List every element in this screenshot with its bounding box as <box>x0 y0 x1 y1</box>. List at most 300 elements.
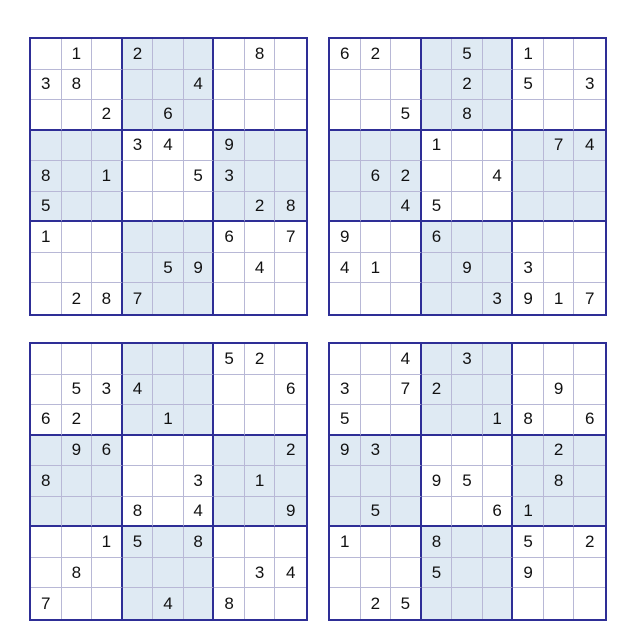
sudoku-cell[interactable] <box>391 497 422 528</box>
sudoku-cell[interactable] <box>184 558 215 589</box>
sudoku-cell[interactable] <box>62 161 93 192</box>
sudoku-cell[interactable] <box>391 39 422 70</box>
sudoku-cell[interactable] <box>330 161 361 192</box>
sudoku-cell[interactable] <box>391 405 422 436</box>
sudoku-cell[interactable] <box>452 405 483 436</box>
sudoku-cell[interactable] <box>391 436 422 467</box>
sudoku-cell[interactable] <box>361 527 392 558</box>
sudoku-cell[interactable] <box>123 100 154 131</box>
sudoku-cell[interactable] <box>245 375 276 406</box>
sudoku-cell[interactable] <box>184 222 215 253</box>
sudoku-cell[interactable] <box>422 100 453 131</box>
sudoku-cell[interactable] <box>92 222 123 253</box>
sudoku-cell[interactable] <box>275 100 306 131</box>
sudoku-cell[interactable] <box>275 466 306 497</box>
sudoku-cell[interactable] <box>184 436 215 467</box>
sudoku-cell[interactable] <box>92 558 123 589</box>
sudoku-cell[interactable] <box>275 39 306 70</box>
sudoku-cell[interactable] <box>544 39 575 70</box>
sudoku-cell[interactable] <box>361 344 392 375</box>
sudoku-cell[interactable] <box>214 405 245 436</box>
sudoku-cell[interactable] <box>574 375 605 406</box>
sudoku-cell[interactable]: 3 <box>574 70 605 101</box>
sudoku-cell[interactable]: 4 <box>245 253 276 284</box>
sudoku-cell[interactable] <box>62 192 93 223</box>
sudoku-cell[interactable] <box>574 466 605 497</box>
sudoku-cell[interactable] <box>214 558 245 589</box>
sudoku-cell[interactable]: 2 <box>123 39 154 70</box>
sudoku-cell[interactable] <box>452 527 483 558</box>
sudoku-cell[interactable] <box>391 527 422 558</box>
sudoku-cell[interactable] <box>544 192 575 223</box>
sudoku-cell[interactable] <box>62 222 93 253</box>
sudoku-cell[interactable]: 2 <box>452 70 483 101</box>
sudoku-cell[interactable]: 2 <box>361 39 392 70</box>
sudoku-cell[interactable] <box>483 222 514 253</box>
sudoku-cell[interactable] <box>452 588 483 619</box>
sudoku-cell[interactable] <box>483 527 514 558</box>
sudoku-cell[interactable] <box>452 131 483 162</box>
sudoku-cell[interactable] <box>544 222 575 253</box>
sudoku-cell[interactable] <box>391 222 422 253</box>
sudoku-cell[interactable]: 4 <box>123 375 154 406</box>
sudoku-cell[interactable]: 6 <box>92 436 123 467</box>
sudoku-cell[interactable]: 6 <box>574 405 605 436</box>
sudoku-cell[interactable]: 1 <box>245 466 276 497</box>
sudoku-cell[interactable] <box>483 588 514 619</box>
sudoku-cell[interactable]: 3 <box>31 70 62 101</box>
sudoku-cell[interactable] <box>123 405 154 436</box>
sudoku-cell[interactable] <box>184 131 215 162</box>
sudoku-cell[interactable] <box>361 466 392 497</box>
sudoku-cell[interactable]: 4 <box>153 588 184 619</box>
sudoku-cell[interactable] <box>245 436 276 467</box>
sudoku-cell[interactable] <box>62 344 93 375</box>
sudoku-cell[interactable] <box>361 558 392 589</box>
sudoku-cell[interactable] <box>544 253 575 284</box>
sudoku-cell[interactable]: 9 <box>513 283 544 314</box>
sudoku-cell[interactable]: 1 <box>361 253 392 284</box>
sudoku-cell[interactable] <box>483 436 514 467</box>
sudoku-cell[interactable] <box>422 70 453 101</box>
sudoku-cell[interactable] <box>245 497 276 528</box>
sudoku-cell[interactable]: 2 <box>544 436 575 467</box>
sudoku-cell[interactable] <box>214 253 245 284</box>
sudoku-cell[interactable]: 3 <box>184 466 215 497</box>
sudoku-cell[interactable] <box>544 70 575 101</box>
sudoku-cell[interactable] <box>513 161 544 192</box>
sudoku-cell[interactable] <box>123 466 154 497</box>
sudoku-cell[interactable] <box>214 70 245 101</box>
sudoku-cell[interactable] <box>275 283 306 314</box>
sudoku-cell[interactable] <box>544 527 575 558</box>
sudoku-cell[interactable] <box>330 100 361 131</box>
sudoku-cell[interactable] <box>513 222 544 253</box>
sudoku-cell[interactable] <box>330 344 361 375</box>
sudoku-cell[interactable] <box>422 253 453 284</box>
sudoku-cell[interactable] <box>92 39 123 70</box>
sudoku-cell[interactable] <box>275 161 306 192</box>
sudoku-cell[interactable] <box>92 70 123 101</box>
sudoku-cell[interactable] <box>513 192 544 223</box>
sudoku-cell[interactable]: 5 <box>184 161 215 192</box>
sudoku-cell[interactable] <box>452 283 483 314</box>
sudoku-cell[interactable] <box>184 344 215 375</box>
sudoku-cell[interactable]: 2 <box>275 436 306 467</box>
sudoku-cell[interactable] <box>544 558 575 589</box>
sudoku-cell[interactable] <box>275 131 306 162</box>
sudoku-cell[interactable]: 4 <box>275 558 306 589</box>
sudoku-cell[interactable] <box>275 70 306 101</box>
sudoku-cell[interactable]: 4 <box>184 70 215 101</box>
sudoku-cell[interactable]: 6 <box>422 222 453 253</box>
sudoku-cell[interactable]: 9 <box>452 253 483 284</box>
sudoku-cell[interactable]: 2 <box>245 192 276 223</box>
sudoku-cell[interactable] <box>574 436 605 467</box>
sudoku-cell[interactable] <box>391 466 422 497</box>
sudoku-cell[interactable] <box>153 497 184 528</box>
sudoku-cell[interactable]: 1 <box>92 527 123 558</box>
sudoku-cell[interactable] <box>574 497 605 528</box>
sudoku-cell[interactable] <box>361 375 392 406</box>
sudoku-cell[interactable] <box>513 436 544 467</box>
sudoku-cell[interactable] <box>452 558 483 589</box>
sudoku-cell[interactable] <box>391 131 422 162</box>
sudoku-cell[interactable]: 8 <box>214 588 245 619</box>
sudoku-cell[interactable] <box>153 558 184 589</box>
sudoku-cell[interactable] <box>574 100 605 131</box>
sudoku-cell[interactable] <box>544 588 575 619</box>
sudoku-cell[interactable] <box>123 588 154 619</box>
sudoku-cell[interactable] <box>544 100 575 131</box>
sudoku-cell[interactable]: 3 <box>245 558 276 589</box>
sudoku-cell[interactable] <box>184 283 215 314</box>
sudoku-cell[interactable] <box>62 497 93 528</box>
sudoku-cell[interactable] <box>275 253 306 284</box>
sudoku-cell[interactable] <box>574 39 605 70</box>
sudoku-cell[interactable]: 5 <box>330 405 361 436</box>
sudoku-cell[interactable]: 1 <box>31 222 62 253</box>
sudoku-cell[interactable]: 8 <box>62 70 93 101</box>
sudoku-cell[interactable] <box>245 222 276 253</box>
sudoku-cell[interactable]: 5 <box>452 466 483 497</box>
sudoku-cell[interactable] <box>452 375 483 406</box>
sudoku-cell[interactable]: 5 <box>62 375 93 406</box>
sudoku-cell[interactable]: 9 <box>275 497 306 528</box>
sudoku-cell[interactable] <box>544 497 575 528</box>
sudoku-cell[interactable] <box>452 161 483 192</box>
sudoku-cell[interactable]: 8 <box>544 466 575 497</box>
sudoku-cell[interactable]: 9 <box>422 466 453 497</box>
sudoku-cell[interactable]: 5 <box>391 100 422 131</box>
sudoku-cell[interactable]: 2 <box>62 283 93 314</box>
sudoku-cell[interactable] <box>214 497 245 528</box>
sudoku-cell[interactable]: 2 <box>245 344 276 375</box>
sudoku-cell[interactable]: 6 <box>361 161 392 192</box>
sudoku-cell[interactable] <box>153 344 184 375</box>
sudoku-cell[interactable]: 9 <box>184 253 215 284</box>
sudoku-cell[interactable] <box>245 588 276 619</box>
sudoku-cell[interactable]: 5 <box>391 588 422 619</box>
sudoku-cell[interactable]: 5 <box>422 558 453 589</box>
sudoku-cell[interactable]: 5 <box>513 70 544 101</box>
sudoku-cell[interactable] <box>361 131 392 162</box>
sudoku-cell[interactable]: 4 <box>153 131 184 162</box>
sudoku-cell[interactable]: 9 <box>330 436 361 467</box>
sudoku-cell[interactable] <box>92 497 123 528</box>
sudoku-cell[interactable]: 4 <box>391 344 422 375</box>
sudoku-cell[interactable] <box>391 283 422 314</box>
sudoku-cell[interactable]: 6 <box>153 100 184 131</box>
sudoku-cell[interactable] <box>422 436 453 467</box>
sudoku-cell[interactable] <box>544 405 575 436</box>
sudoku-cell[interactable]: 6 <box>483 497 514 528</box>
sudoku-cell[interactable] <box>92 588 123 619</box>
sudoku-cell[interactable]: 1 <box>513 497 544 528</box>
sudoku-cell[interactable]: 8 <box>92 283 123 314</box>
sudoku-cell[interactable] <box>62 466 93 497</box>
sudoku-cell[interactable]: 1 <box>422 131 453 162</box>
sudoku-cell[interactable] <box>62 131 93 162</box>
sudoku-cell[interactable] <box>153 222 184 253</box>
sudoku-cell[interactable] <box>574 253 605 284</box>
sudoku-cell[interactable]: 2 <box>92 100 123 131</box>
sudoku-cell[interactable] <box>92 253 123 284</box>
sudoku-cell[interactable] <box>214 192 245 223</box>
sudoku-cell[interactable] <box>513 344 544 375</box>
sudoku-cell[interactable]: 3 <box>92 375 123 406</box>
sudoku-cell[interactable] <box>184 405 215 436</box>
sudoku-cell[interactable] <box>31 527 62 558</box>
sudoku-cell[interactable]: 8 <box>245 39 276 70</box>
sudoku-cell[interactable] <box>92 405 123 436</box>
sudoku-cell[interactable]: 8 <box>31 466 62 497</box>
sudoku-cell[interactable] <box>452 222 483 253</box>
sudoku-cell[interactable] <box>92 131 123 162</box>
sudoku-cell[interactable] <box>153 70 184 101</box>
sudoku-cell[interactable]: 9 <box>544 375 575 406</box>
sudoku-cell[interactable] <box>330 588 361 619</box>
sudoku-cell[interactable] <box>214 436 245 467</box>
sudoku-cell[interactable] <box>483 100 514 131</box>
sudoku-cell[interactable]: 7 <box>391 375 422 406</box>
sudoku-cell[interactable] <box>31 100 62 131</box>
sudoku-cell[interactable] <box>513 100 544 131</box>
sudoku-cell[interactable] <box>153 375 184 406</box>
sudoku-cell[interactable]: 5 <box>31 192 62 223</box>
sudoku-cell[interactable] <box>330 70 361 101</box>
sudoku-cell[interactable]: 2 <box>422 375 453 406</box>
sudoku-cell[interactable] <box>123 344 154 375</box>
sudoku-cell[interactable]: 3 <box>483 283 514 314</box>
sudoku-cell[interactable] <box>245 70 276 101</box>
sudoku-cell[interactable] <box>245 161 276 192</box>
sudoku-cell[interactable] <box>31 558 62 589</box>
sudoku-cell[interactable]: 8 <box>275 192 306 223</box>
sudoku-cell[interactable] <box>214 375 245 406</box>
sudoku-cell[interactable] <box>330 192 361 223</box>
sudoku-cell[interactable] <box>184 588 215 619</box>
sudoku-cell[interactable] <box>483 344 514 375</box>
sudoku-cell[interactable] <box>62 588 93 619</box>
sudoku-cell[interactable] <box>214 100 245 131</box>
sudoku-cell[interactable]: 4 <box>330 253 361 284</box>
sudoku-cell[interactable] <box>361 405 392 436</box>
sudoku-cell[interactable] <box>31 131 62 162</box>
sudoku-cell[interactable] <box>245 100 276 131</box>
sudoku-cell[interactable] <box>31 436 62 467</box>
sudoku-cell[interactable] <box>153 192 184 223</box>
sudoku-cell[interactable]: 1 <box>153 405 184 436</box>
sudoku-cell[interactable]: 8 <box>513 405 544 436</box>
sudoku-cell[interactable] <box>62 527 93 558</box>
sudoku-cell[interactable] <box>483 253 514 284</box>
sudoku-cell[interactable]: 8 <box>422 527 453 558</box>
sudoku-cell[interactable]: 3 <box>513 253 544 284</box>
sudoku-cell[interactable] <box>31 375 62 406</box>
sudoku-cell[interactable] <box>513 131 544 162</box>
sudoku-cell[interactable] <box>422 39 453 70</box>
sudoku-cell[interactable] <box>361 100 392 131</box>
sudoku-cell[interactable] <box>483 39 514 70</box>
sudoku-cell[interactable]: 8 <box>184 527 215 558</box>
sudoku-cell[interactable] <box>422 283 453 314</box>
sudoku-cell[interactable] <box>153 161 184 192</box>
sudoku-cell[interactable] <box>153 466 184 497</box>
sudoku-cell[interactable] <box>92 192 123 223</box>
sudoku-cell[interactable] <box>452 436 483 467</box>
sudoku-cell[interactable] <box>184 192 215 223</box>
sudoku-cell[interactable] <box>361 70 392 101</box>
sudoku-cell[interactable]: 8 <box>123 497 154 528</box>
sudoku-cell[interactable] <box>574 161 605 192</box>
sudoku-cell[interactable] <box>422 161 453 192</box>
sudoku-cell[interactable] <box>31 39 62 70</box>
sudoku-cell[interactable] <box>361 283 392 314</box>
sudoku-cell[interactable] <box>184 100 215 131</box>
sudoku-cell[interactable] <box>123 161 154 192</box>
sudoku-cell[interactable] <box>214 39 245 70</box>
sudoku-cell[interactable] <box>483 70 514 101</box>
sudoku-cell[interactable] <box>574 344 605 375</box>
sudoku-cell[interactable] <box>574 588 605 619</box>
sudoku-cell[interactable] <box>330 283 361 314</box>
sudoku-cell[interactable] <box>330 466 361 497</box>
sudoku-cell[interactable] <box>452 192 483 223</box>
sudoku-cell[interactable]: 8 <box>31 161 62 192</box>
sudoku-cell[interactable] <box>123 253 154 284</box>
sudoku-cell[interactable] <box>483 375 514 406</box>
sudoku-cell[interactable] <box>123 558 154 589</box>
sudoku-cell[interactable]: 4 <box>391 192 422 223</box>
sudoku-cell[interactable] <box>31 344 62 375</box>
sudoku-cell[interactable]: 1 <box>62 39 93 70</box>
sudoku-cell[interactable] <box>123 192 154 223</box>
sudoku-cell[interactable] <box>31 283 62 314</box>
sudoku-cell[interactable] <box>31 497 62 528</box>
sudoku-cell[interactable] <box>62 100 93 131</box>
sudoku-cell[interactable]: 5 <box>123 527 154 558</box>
sudoku-cell[interactable] <box>153 436 184 467</box>
sudoku-cell[interactable] <box>31 253 62 284</box>
sudoku-cell[interactable]: 5 <box>153 253 184 284</box>
sudoku-cell[interactable]: 5 <box>361 497 392 528</box>
sudoku-cell[interactable]: 6 <box>214 222 245 253</box>
sudoku-cell[interactable] <box>391 558 422 589</box>
sudoku-cell[interactable]: 6 <box>31 405 62 436</box>
sudoku-cell[interactable] <box>574 558 605 589</box>
sudoku-cell[interactable] <box>391 253 422 284</box>
sudoku-cell[interactable] <box>422 405 453 436</box>
sudoku-cell[interactable] <box>245 405 276 436</box>
sudoku-cell[interactable] <box>92 466 123 497</box>
sudoku-cell[interactable] <box>123 436 154 467</box>
sudoku-cell[interactable]: 9 <box>330 222 361 253</box>
sudoku-cell[interactable]: 3 <box>330 375 361 406</box>
sudoku-cell[interactable] <box>513 466 544 497</box>
sudoku-cell[interactable]: 2 <box>361 588 392 619</box>
sudoku-cell[interactable]: 9 <box>513 558 544 589</box>
sudoku-cell[interactable]: 3 <box>123 131 154 162</box>
sudoku-cell[interactable] <box>330 131 361 162</box>
sudoku-cell[interactable] <box>361 192 392 223</box>
sudoku-cell[interactable]: 8 <box>452 100 483 131</box>
sudoku-cell[interactable]: 4 <box>184 497 215 528</box>
sudoku-cell[interactable]: 3 <box>452 344 483 375</box>
sudoku-cell[interactable]: 3 <box>361 436 392 467</box>
sudoku-cell[interactable] <box>483 192 514 223</box>
sudoku-cell[interactable] <box>422 344 453 375</box>
sudoku-cell[interactable] <box>330 497 361 528</box>
sudoku-cell[interactable] <box>153 283 184 314</box>
sudoku-cell[interactable] <box>513 375 544 406</box>
sudoku-cell[interactable] <box>275 527 306 558</box>
sudoku-cell[interactable] <box>544 344 575 375</box>
sudoku-cell[interactable] <box>123 70 154 101</box>
sudoku-cell[interactable]: 1 <box>544 283 575 314</box>
sudoku-cell[interactable] <box>422 588 453 619</box>
sudoku-cell[interactable] <box>574 222 605 253</box>
sudoku-cell[interactable] <box>123 222 154 253</box>
sudoku-cell[interactable]: 6 <box>275 375 306 406</box>
sudoku-cell[interactable] <box>275 405 306 436</box>
sudoku-cell[interactable]: 5 <box>422 192 453 223</box>
sudoku-cell[interactable]: 2 <box>574 527 605 558</box>
sudoku-cell[interactable] <box>245 527 276 558</box>
sudoku-cell[interactable]: 6 <box>330 39 361 70</box>
sudoku-cell[interactable] <box>62 253 93 284</box>
sudoku-cell[interactable]: 9 <box>62 436 93 467</box>
sudoku-cell[interactable]: 7 <box>275 222 306 253</box>
sudoku-cell[interactable] <box>361 222 392 253</box>
sudoku-cell[interactable]: 4 <box>574 131 605 162</box>
sudoku-cell[interactable] <box>245 131 276 162</box>
sudoku-cell[interactable]: 4 <box>483 161 514 192</box>
sudoku-cell[interactable]: 7 <box>123 283 154 314</box>
sudoku-cell[interactable] <box>214 466 245 497</box>
sudoku-cell[interactable] <box>184 375 215 406</box>
sudoku-cell[interactable] <box>184 39 215 70</box>
sudoku-cell[interactable] <box>153 527 184 558</box>
sudoku-cell[interactable] <box>330 558 361 589</box>
sudoku-cell[interactable]: 1 <box>513 39 544 70</box>
sudoku-cell[interactable] <box>92 344 123 375</box>
sudoku-cell[interactable] <box>391 70 422 101</box>
sudoku-cell[interactable]: 2 <box>391 161 422 192</box>
sudoku-cell[interactable] <box>544 161 575 192</box>
sudoku-cell[interactable]: 5 <box>513 527 544 558</box>
sudoku-cell[interactable]: 1 <box>92 161 123 192</box>
